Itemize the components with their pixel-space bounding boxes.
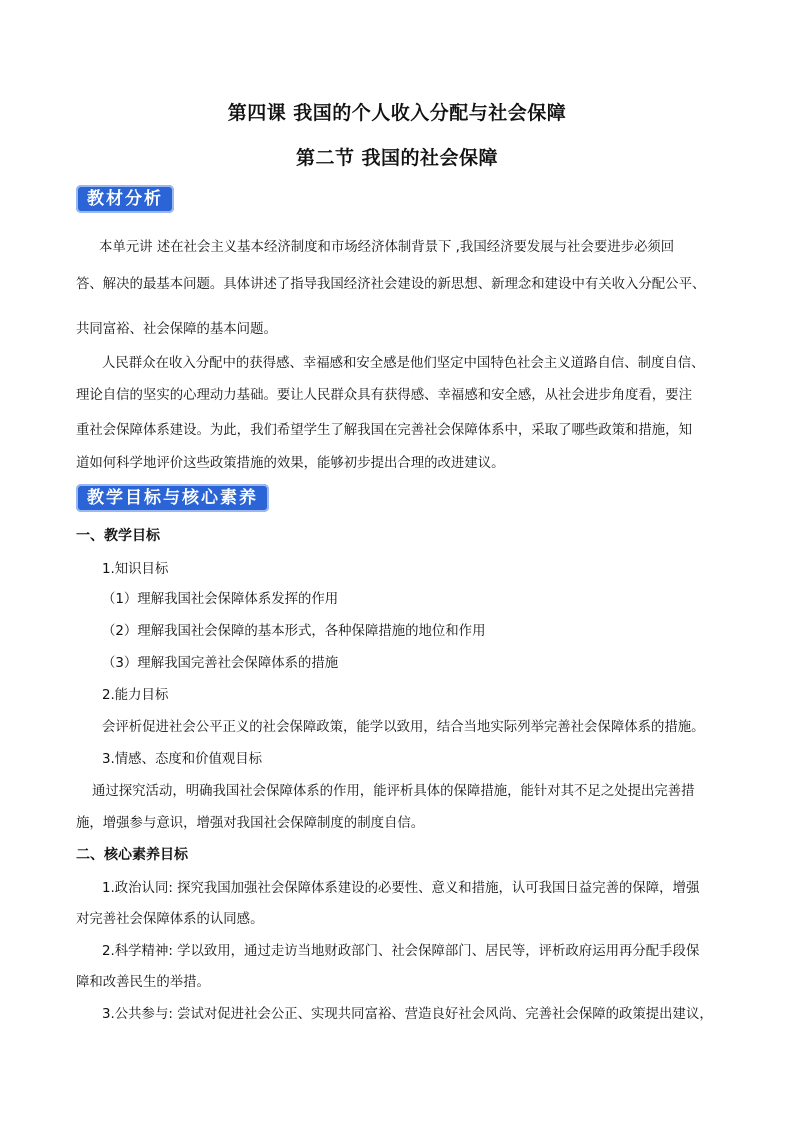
analysis-p2-line3: 重社会保障体系建设。为此，我们希望学生了解我国在完善社会保障体系中，采取了哪些政策和措施，知: [76, 423, 692, 438]
goals-banner: 教学目标与核心素养: [76, 484, 269, 512]
analysis-p1-line2: 答、解决的最基本问题。具体讲述了指导我国经济社会建设的新思想、新理念和建设中有关收入分配公平、: [76, 277, 706, 292]
core-1-line2: 对完善社会保障体系的认同感。: [76, 912, 264, 927]
section-title: 第二节 我国的社会保障: [295, 147, 499, 169]
knowledge-heading: 1.知识目标: [102, 562, 169, 577]
knowledge-item-3: （3）理解我国完善社会保障体系的措施: [102, 656, 339, 671]
core-goals-heading: 二、核心素养目标: [76, 847, 188, 863]
core-1-line1: 1.政治认同: 探究我国加强社会保障体系建设的必要性、意义和措施，认可我国日益完善的保障，增强: [102, 881, 700, 896]
analysis-p2-line1: 人民群众在收入分配中的获得感、幸福感和安全感是他们坚定中国特色社会主义道路自信、制度自信、: [102, 356, 705, 371]
analysis-p2-line4: 道如何科学地评价这些政策措施的效果，能够初步提出合理的改进建议。: [76, 456, 505, 471]
analysis-p1-line1: 本单元讲 述在社会主义基本经济制度和市场经济体制背景下 ,我国经济要发展与社会要进步必须回: [99, 240, 675, 255]
analysis-p1-line3: 共同富裕、社会保障的基本问题。: [76, 322, 277, 337]
emotion-text-line2: 施，增强参与意识，增强对我国社会保障制度的制度自信。: [76, 816, 425, 831]
emotion-heading: 3.情感、态度和价值观目标: [102, 752, 263, 767]
knowledge-item-1: （1）理解我国社会保障体系发挥的作用: [102, 592, 339, 607]
ability-text: 会评析促进社会公平正义的社会保障政策，能学以致用，结合当地实际列举完善社会保障体系的措施。: [102, 720, 705, 735]
knowledge-item-2: （2）理解我国社会保障的基本形式，各种保障措施的地位和作用: [102, 624, 486, 639]
analysis-banner: 教材分析: [76, 185, 174, 213]
core-2-line2: 障和改善民生的举措。: [76, 975, 210, 990]
core-3-line1: 3.公共参与: 尝试对促进社会公正、实现共同富裕、营造良好社会风尚、完善社会保障的政策提出建议，: [102, 1007, 713, 1022]
analysis-p2-line2: 理论自信的坚实的心理动力基础。要让人民群众具有获得感、幸福感和安全感，从社会进步角度看，要注: [76, 388, 692, 403]
core-2-line1: 2.科学精神: 学以致用，通过走访当地财政部门、社会保障部门、居民等，评析政府运用再分配手段保: [102, 944, 700, 959]
teaching-goals-heading: 一、教学目标: [76, 528, 160, 544]
ability-heading: 2.能力目标: [102, 688, 169, 703]
lesson-title: 第四课 我国的个人收入分配与社会保障: [227, 102, 567, 124]
emotion-text-line1: 通过探究活动，明确我国社会保障体系的作用，能评析具体的保障措施，能针对其不足之处提出完善措: [92, 784, 695, 799]
